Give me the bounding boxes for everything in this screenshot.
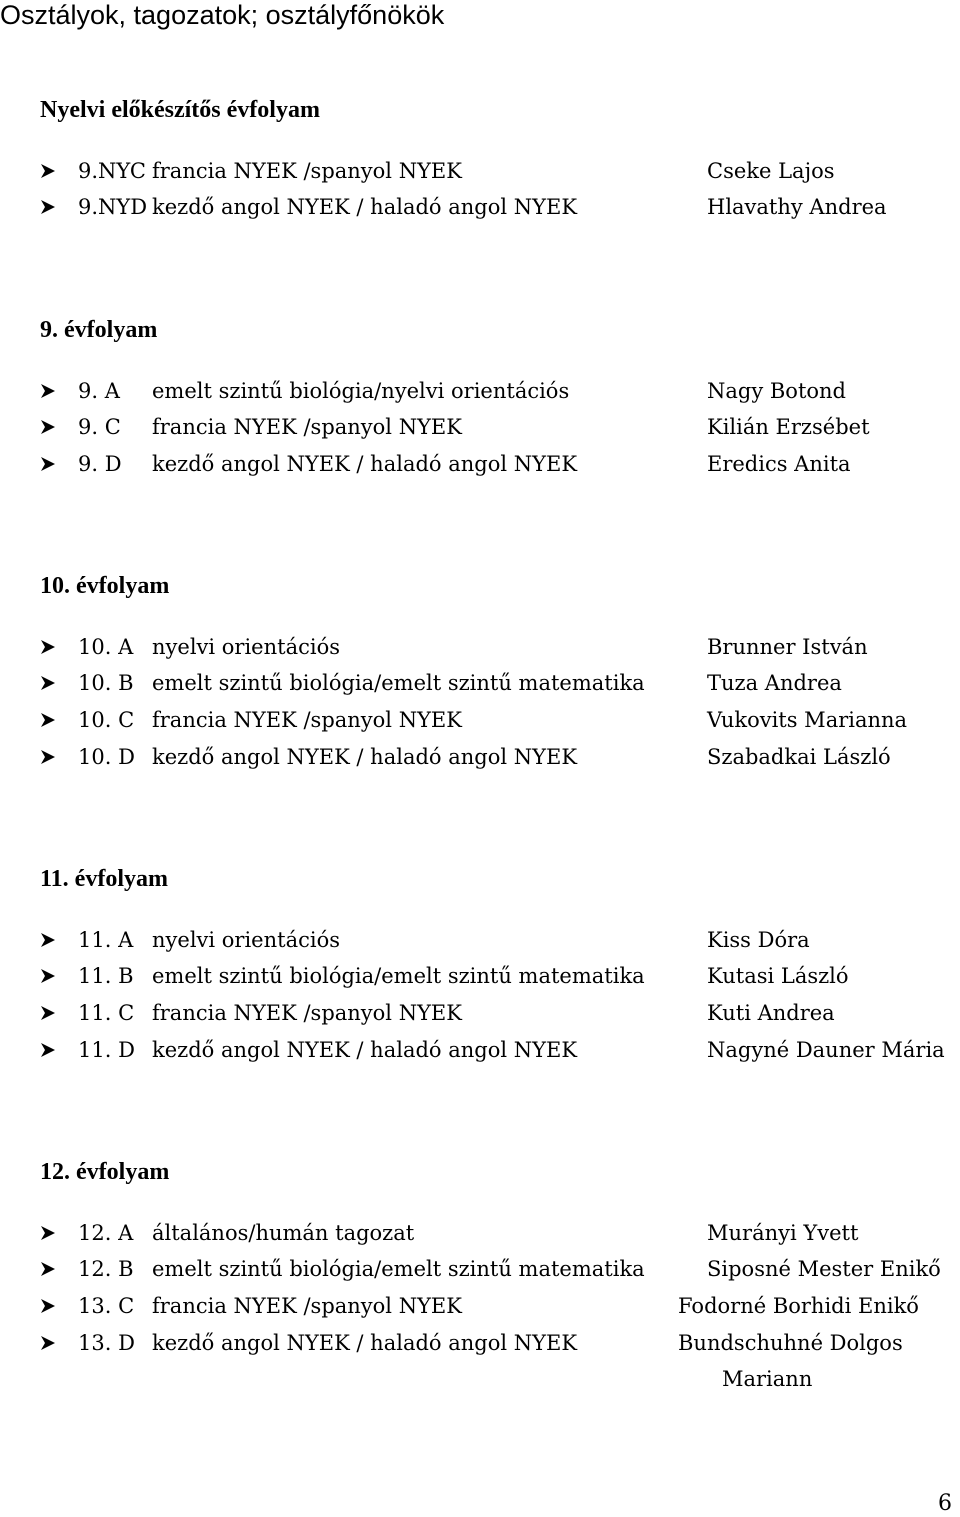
class-entry <box>0 1292 960 1328</box>
class-teacher: Cseke Lajos <box>707 159 835 183</box>
class-teacher: Bundschuhné Dolgos <box>678 1331 903 1355</box>
arrowhead-bullet-icon <box>40 1335 56 1351</box>
arrowhead-bullet-icon <box>40 419 56 435</box>
class-program: kezdő angol NYEK / haladó angol NYEK <box>152 452 578 476</box>
arrowhead-bullet-icon <box>40 1261 56 1277</box>
arrowhead-bullet-icon <box>40 932 56 948</box>
class-teacher-continued: Mariann <box>722 1367 813 1391</box>
class-teacher: Siposné Mester Enikő <box>707 1257 941 1281</box>
class-code: 12. A <box>78 1221 134 1245</box>
arrowhead-bullet-icon <box>40 1298 56 1314</box>
class-teacher: Vukovits Marianna <box>707 708 908 732</box>
arrowhead-bullet-icon <box>40 383 56 399</box>
class-code: 13. C <box>78 1294 135 1318</box>
page-title: Osztályok, tagozatok; osztályfőnökök <box>0 0 445 30</box>
class-program: emelt szintű biológia/nyelvi orientációs <box>152 379 570 403</box>
class-code: 10. D <box>78 745 135 769</box>
class-code: 11. A <box>78 928 134 952</box>
class-program: francia NYEK /spanyol NYEK <box>152 708 462 732</box>
class-program: nyelvi orientációs <box>152 928 340 952</box>
class-program: francia NYEK /spanyol NYEK <box>152 159 462 183</box>
section-heading: 10. évfolyam <box>40 573 170 599</box>
class-entry <box>0 1255 960 1291</box>
arrowhead-bullet-icon <box>40 456 56 472</box>
class-teacher: Tuza Andrea <box>707 671 842 695</box>
class-program: nyelvi orientációs <box>152 635 340 659</box>
arrowhead-bullet-icon <box>40 199 56 215</box>
arrowhead-bullet-icon <box>40 749 56 765</box>
page-number: 6 <box>938 1491 952 1516</box>
arrowhead-bullet-icon <box>40 163 56 179</box>
class-teacher: Szabadkai László <box>707 745 891 769</box>
class-program: francia NYEK /spanyol NYEK <box>152 1001 462 1025</box>
class-code: 10. B <box>78 671 134 695</box>
class-code: 10. A <box>78 635 134 659</box>
class-entry <box>0 377 960 413</box>
class-teacher: Kuti Andrea <box>707 1001 835 1025</box>
class-code: 9.NYD <box>78 195 148 219</box>
class-code: 10. C <box>78 708 135 732</box>
class-entry <box>0 450 960 486</box>
class-entry <box>0 633 960 669</box>
class-program: kezdő angol NYEK / haladó angol NYEK <box>152 1038 578 1062</box>
class-program: kezdő angol NYEK / haladó angol NYEK <box>152 195 578 219</box>
class-entry <box>0 706 960 742</box>
class-code: 12. B <box>78 1257 134 1281</box>
class-entry <box>0 926 960 962</box>
class-code: 11. C <box>78 1001 135 1025</box>
class-entry <box>0 999 960 1035</box>
section-heading: 9. évfolyam <box>40 317 158 343</box>
class-code: 9.NYC <box>78 159 146 183</box>
class-teacher: Kiss Dóra <box>707 928 810 952</box>
arrowhead-bullet-icon <box>40 712 56 728</box>
class-teacher: Kilián Erzsébet <box>707 415 870 439</box>
arrowhead-bullet-icon <box>40 1225 56 1241</box>
class-teacher: Kutasi László <box>707 964 849 988</box>
arrowhead-bullet-icon <box>40 639 56 655</box>
arrowhead-bullet-icon <box>40 968 56 984</box>
class-program: emelt szintű biológia/emelt szintű matematika <box>152 964 645 988</box>
class-entry <box>0 413 960 449</box>
class-program: francia NYEK /spanyol NYEK <box>152 415 462 439</box>
class-program: francia NYEK /spanyol NYEK <box>152 1294 462 1318</box>
class-code: 11. B <box>78 964 134 988</box>
class-program: kezdő angol NYEK / haladó angol NYEK <box>152 745 578 769</box>
class-code: 11. D <box>78 1038 135 1062</box>
class-teacher: Brunner István <box>707 635 868 659</box>
class-code: 9. D <box>78 452 122 476</box>
class-code: 9. C <box>78 415 121 439</box>
class-teacher: Eredics Anita <box>707 452 851 476</box>
arrowhead-bullet-icon <box>40 1005 56 1021</box>
section-heading: Nyelvi előkészítős évfolyam <box>40 97 320 123</box>
class-teacher: Murányi Yvett <box>707 1221 859 1245</box>
class-program: emelt szintű biológia/emelt szintű matematika <box>152 1257 645 1281</box>
class-program: általános/humán tagozat <box>152 1221 415 1245</box>
section-heading: 11. évfolyam <box>40 866 168 892</box>
class-entry <box>0 1329 960 1401</box>
class-entry <box>0 669 960 705</box>
arrowhead-bullet-icon <box>40 1042 56 1058</box>
class-code: 9. A <box>78 379 120 403</box>
class-teacher: Hlavathy Andrea <box>707 195 887 219</box>
class-teacher: Nagy Botond <box>707 379 847 403</box>
section-heading: 12. évfolyam <box>40 1159 170 1185</box>
class-entry <box>0 743 960 779</box>
class-program: kezdő angol NYEK / haladó angol NYEK <box>152 1331 578 1355</box>
class-code: 13. D <box>78 1331 135 1355</box>
class-program: emelt szintű biológia/emelt szintű matematika <box>152 671 645 695</box>
class-teacher: Fodorné Borhidi Enikő <box>678 1294 919 1318</box>
class-entry <box>0 962 960 998</box>
class-entry <box>0 1219 960 1255</box>
class-entry <box>0 157 960 193</box>
class-teacher: Nagyné Dauner Mária <box>707 1038 945 1062</box>
class-entry <box>0 193 960 229</box>
arrowhead-bullet-icon <box>40 675 56 691</box>
class-entry <box>0 1036 960 1072</box>
